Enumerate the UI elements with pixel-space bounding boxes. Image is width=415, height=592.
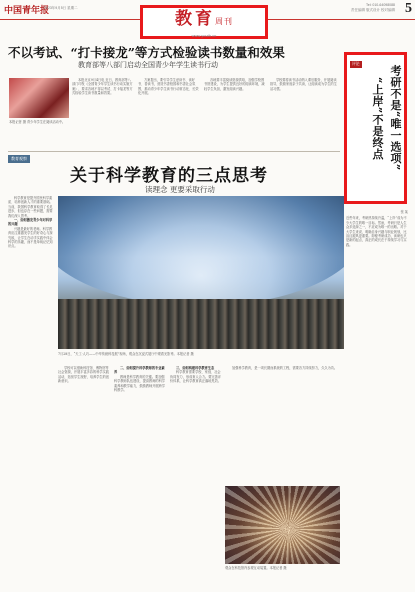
- article1-column-3: [204, 78, 266, 146]
- feature-text-2: 学校可以借助科技馆、博物馆等社会资源，开展丰富多彩的科学实践活动，拓宽学生视野，培养学生的创新意识。: [58, 366, 109, 384]
- feature-text-3: 教师是科学教育的关键。要加强科学教师队伍建设，提高教师的科学素养和教学能力，鼓励教师开展跨学科教学。: [114, 374, 165, 393]
- audience: [58, 299, 344, 349]
- sidebar-body: [346, 210, 408, 247]
- article1-column-2: [138, 78, 200, 146]
- paper-date: 2023年9月5日 星期二: [44, 6, 78, 10]
- feature-text-1: 科学教育是提升国民科学素质、培养创新人才的重要基础。当前，我国科学教育取得了长足进步，但也存在一些问题，需要我们深入思考。: [8, 196, 53, 218]
- article1-column-4: [270, 78, 338, 146]
- dome-screen: [58, 196, 344, 306]
- article1-text-4: 学校要将读书活动纳入课后服务，开展阅读指导，鼓励家庭亲子共读，让阅读成为学生的生活习惯。: [270, 78, 337, 91]
- article1-column-1: [72, 78, 134, 146]
- article1-photo-caption: 本报记者 摄 青少年学生在阅读活动中。: [9, 120, 66, 124]
- feature-headline: 关于科学教育的三点思考: [70, 166, 268, 186]
- light-installation: [225, 486, 340, 564]
- paper-logo: 中国青年报: [4, 5, 50, 15]
- article1-text-2: 方案提出，要引导学生爱读书、读好书、善读书，营造书香校园和书香社会氛围，推动青少年学生读书行动常态化、长效化开展。: [138, 78, 199, 96]
- sidebar-title-line-2: “上岸”不是终点: [371, 77, 384, 160]
- feature-column-5: [226, 366, 340, 482]
- article1-text-3: 各地要丰富阅读资源供给，加强学校图书馆建设，为学生提供良好的阅读环境，减轻学生负担，激发阅读兴趣。: [204, 78, 265, 91]
- feature-column-2: [58, 366, 110, 576]
- feature-photo-caption: 7月28日，“天工·人巧——中华传统科技展”现场，观众在沉浸式展厅中观看光影秀。本报记者 摄: [58, 352, 194, 356]
- feature-second-photo: [225, 486, 340, 564]
- feature-column-left: [8, 196, 55, 576]
- masthead-contact: [351, 3, 395, 13]
- feature-subheading-c: 三、如何构建科学教育生态: [176, 366, 215, 370]
- page-number: 5: [405, 1, 412, 16]
- feature-second-photo-caption: 观众在科技馆内参观互动装置。本报记者 摄: [225, 566, 287, 570]
- feature-section-tag: 教育观察: [8, 155, 30, 163]
- article1-headline: 不以考试、“打卡接龙”等方式检验读书数量和效果: [8, 45, 285, 60]
- feature-subheading-a: 一、如何激发青少年对科学的兴趣: [8, 218, 53, 227]
- contact-line-1: Tel: 010-64098088: [366, 3, 395, 7]
- sidebar-tag: 评论: [352, 62, 360, 66]
- section-title-main: 教育: [175, 9, 215, 29]
- feature-subheading-b: 二、如何提升科学教师的专业素养: [114, 366, 165, 375]
- feature-column-4: [170, 366, 222, 576]
- section-title-box: [140, 5, 268, 39]
- sidebar-title-box: [344, 52, 407, 204]
- sidebar-text: 近些年来，考研热持续升温，“上岸”成为不少大学生的唯一目标。然而，考研只是人生众多选择之一，不应成为唯一的出路。对于大学生来说，明确自身兴趣与职业规划，比盲目跟风更重要。即便考研成功，读研也只是新的起点，真正的成长在于持续学习与实践。: [346, 216, 407, 247]
- article1-subhead: 教育部等八部门启动全国青少年学生读书行动: [78, 61, 218, 69]
- feature-column-3: [114, 366, 166, 576]
- section-url: www.youth.cn: [191, 33, 217, 38]
- article1-photo: [9, 78, 69, 118]
- feature-main-photo: [58, 196, 344, 349]
- section-divider: [8, 151, 340, 152]
- feature-text-5: 加强科学教育，是一项长期而系统的工程，需要各方持续努力，久久为功。: [232, 366, 338, 370]
- feature-text-1b: 兴趣是最好的老师。科学教育应注重激发学生的好奇心与探究欲，让学生在动手实践中体会科学的乐趣，而不是单纯记忆知识点。: [8, 226, 53, 249]
- section-title: [143, 8, 265, 33]
- sidebar-title-line-1: 考研不是“唯一选项”: [389, 65, 402, 171]
- article1-text-1: 本报北京9月4日电 近日，教育部等八部门印发《全国青少年学生读书行动实施方案》，要求各地不得以考试、打卡接龙等方式检验学生读书数量和效果。: [72, 78, 133, 96]
- feature-text-4: 科学教育需要学校、家庭、社会协同发力，形成育人合力。要完善评价体系，让科学教育真正落地见效。: [170, 370, 221, 384]
- sidebar-author: 张 某: [400, 210, 408, 214]
- section-title-sub: 周刊: [215, 17, 233, 26]
- feature-subhead: 读理念 更要采取行动: [145, 185, 215, 194]
- contact-line-2: 责任编辑 版式设计 校对编辑: [351, 8, 395, 12]
